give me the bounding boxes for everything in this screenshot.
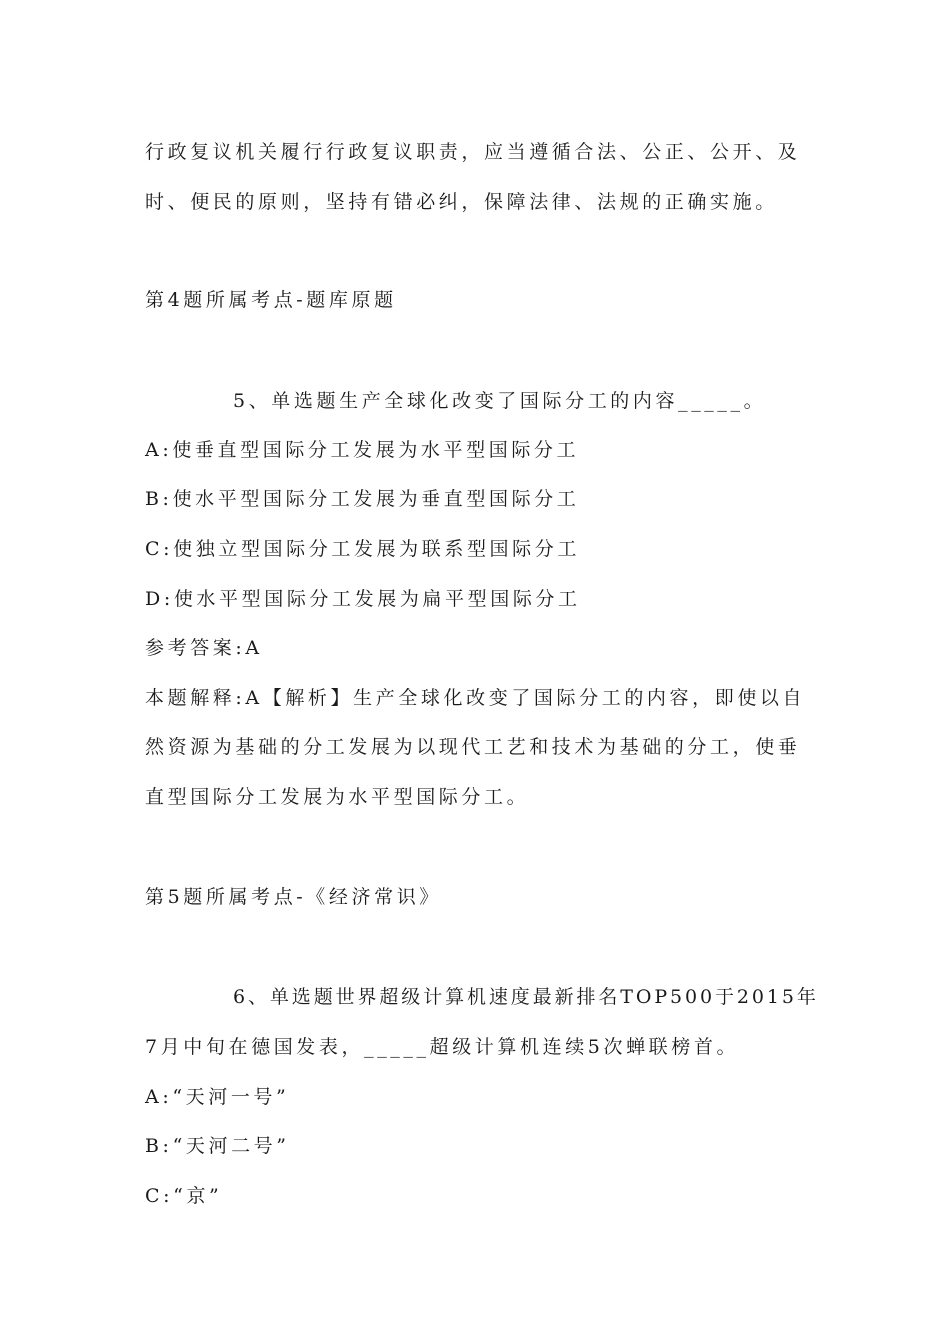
- q6-option-b: B:“天河二号”: [145, 1135, 290, 1157]
- q5-option-a: A:使垂直型国际分工发展为水平型国际分工: [145, 439, 580, 461]
- q6-stem-line-1: 6、单选题世界超级计算机速度最新排名TOP500于2015年: [233, 986, 819, 1008]
- intro-line-1: 行政复议机关履行行政复议职责，应当遵循合法、公正、公开、及: [145, 141, 801, 163]
- q5-topic: 第5题所属考点-《经济常识》: [145, 886, 442, 908]
- q5-explanation-line-2: 然资源为基础的分工发展为以现代工艺和技术为基础的分工，使垂: [145, 736, 801, 758]
- q6-stem-line-2: 7月中旬在德国发表，_____超级计算机连续5次蝉联榜首。: [145, 1036, 740, 1058]
- q5-option-c: C:使独立型国际分工发展为联系型国际分工: [145, 538, 580, 560]
- q5-option-d: D:使水平型国际分工发展为扁平型国际分工: [145, 588, 581, 610]
- intro-line-2: 时、便民的原则，坚持有错必纠，保障法律、法规的正确实施。: [145, 191, 778, 213]
- q5-stem: 5、单选题生产全球化改变了国际分工的内容_____。: [233, 390, 767, 412]
- q5-option-b: B:使水平型国际分工发展为垂直型国际分工: [145, 488, 580, 510]
- q4-topic: 第4题所属考点-题库原题: [145, 289, 397, 311]
- q5-explanation-line-1: 本题解释:A【解析】生产全球化改变了国际分工的内容，即使以自: [145, 687, 806, 709]
- q6-option-c: C:“京”: [145, 1185, 223, 1207]
- q5-explanation-line-3: 直型国际分工发展为水平型国际分工。: [145, 786, 530, 808]
- q5-answer: 参考答案:A: [145, 637, 263, 659]
- q6-option-a: A:“天河一号”: [145, 1086, 290, 1108]
